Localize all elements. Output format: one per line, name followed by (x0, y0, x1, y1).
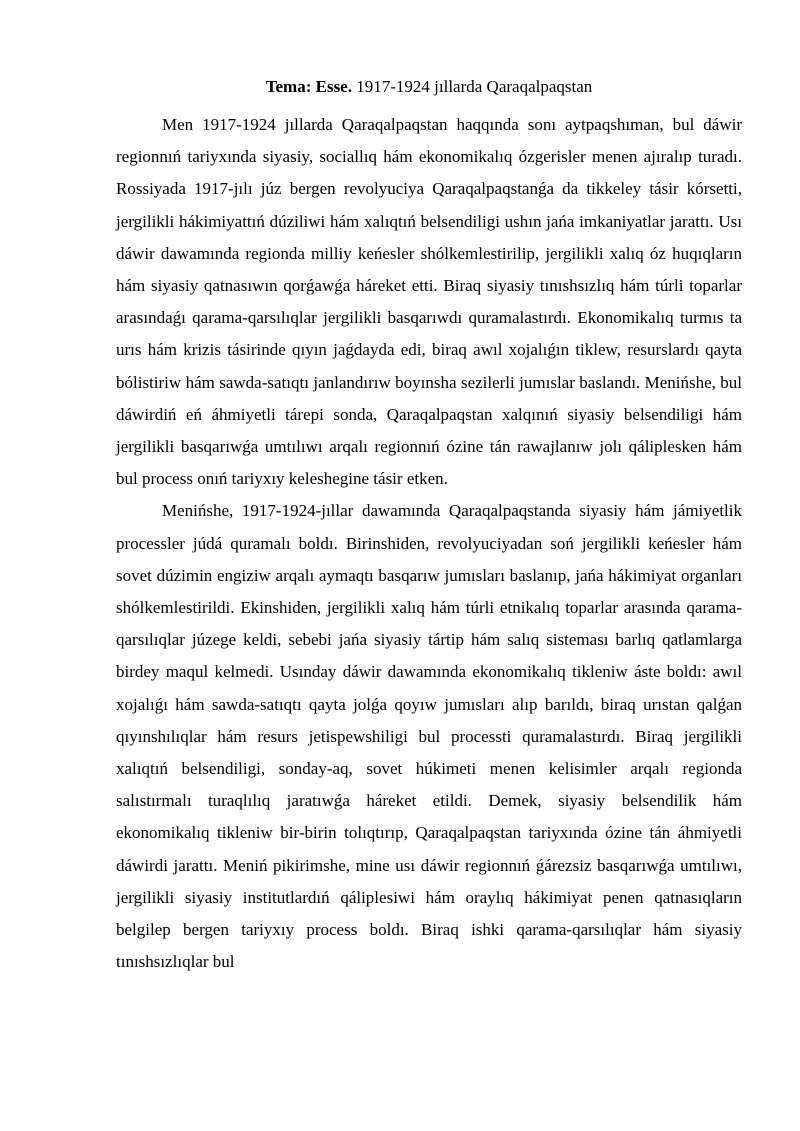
title-label: Tema: Esse. (265, 77, 352, 96)
paragraph-2: Menińshe, 1917-1924-jıllar dawamında Qaraqalpaqstanda siyasiy hám jámiyetlik processler júdá quramalı boldı. Birinshiden, revolyuciyadan soń jergilikli keńesler hám sovet dúzimin engiziw arqalı aymaqtı basqarıw jumısları baslanıp, jańa hákimiyat organları shólkemlestirildi. Ekinshiden, jergilikli xalıq hám túrli etnikalıq toparlar arasında qarama-qarsılıqlar júzege keldi, sebebi jańa siyasiy tártip hám salıq sisteması barlıq qatlamlarga birdey maqul kelmedi. Usınday dáwir dawamında ekonomikalıq tikleniw áste boldı: awıl xojalıǵı hám sawda-satıqtı qayta jolǵa qoyıw jumısları alıp barıldı, biraq urıstan qalǵan qıyınshılıqlar hám resurs jetispewshiligi bul processti quramalastırdı. Biraq jergilikli xalıqtıń belsendiligi, sonday-aq, sovet húkimeti menen kelisimler arqalı regionda salıstırmalı turaqlılıq jaratıwǵa háreket etildi. Demek, siyasiy belsendilik hám ekonomikalıq tikleniw bir-birin tolıqtırıp, Qaraqalpaqstan tariyxında ózine tán áhmiyetli dáwirdi jarattı. Meniń pikirimshe, mine usı dáwir regionnıń ǵárezsiz basqarıwǵa umtılıwı, jergilikli siyasiy institutlardıń qáliplesiwi hám oraylıq hákimiyat penen qatnasıqların belgilep bergen tariyxıy process boldı. Biraq ishki qarama-qarsılıqlar hám siyasiy tınıshsızlıqlar bul (116, 501, 742, 972)
paragraph-1: Men 1917-1924 jıllarda Qaraqalpaqstan haqqında sonı aytpaqshıman, bul dáwir regionnıń tariyxında siyasiy, sociallıq hám ekonomikalıq ózgerisler menen ajıralıp turadı. Rossiyada 1917-jılı júz bergen revolyuciya Qaraqalpaqstanǵa da tikkeley tásir kórsetti, jergilikli hákimiyattıń dúziliwi hám xalıqtıń belsendiligi ushın jańa imkaniyatlar jarattı. Usı dáwir dawamında regionda milliy keńesler shólkemlestirilip, jergilikli xalıq óz huqıqların hám siyasiy qatnasıwın qorǵawǵa háreket etti. Biraq siyasiy tınıshsızlıq hám túrli toparlar arasındaǵı qarama-qarsılıqlar jergilikli basqarıwdı quramalastırdı. Ekonomikalıq turmıs ta urıs hám krizis tásirinde qıyın jaǵdayda edi, biraq awıl xojalıǵın tiklew, resurslardı qayta bólistiriw hám sawda-satıqtı janlandırıw boyınsha sezilerli jumıslar baslandı. Menińshe, bul dáwirdiń eń áhmiyetli tárepi sonda, Qaraqalpaqstan xalqınıń siyasiy belsendiligi hám jergilikli basqarıwǵa umtılıwı arqalı regionnıń ózine tán rawajlanıw jolı qáliplesken hám bul process onıń tariyxıy keleshegine tásir etken. (116, 115, 742, 489)
title-topic: 1917-1924 jıllarda Qaraqalpaqstan (356, 77, 593, 96)
document-page (116, 76, 742, 978)
document-title (116, 76, 742, 98)
